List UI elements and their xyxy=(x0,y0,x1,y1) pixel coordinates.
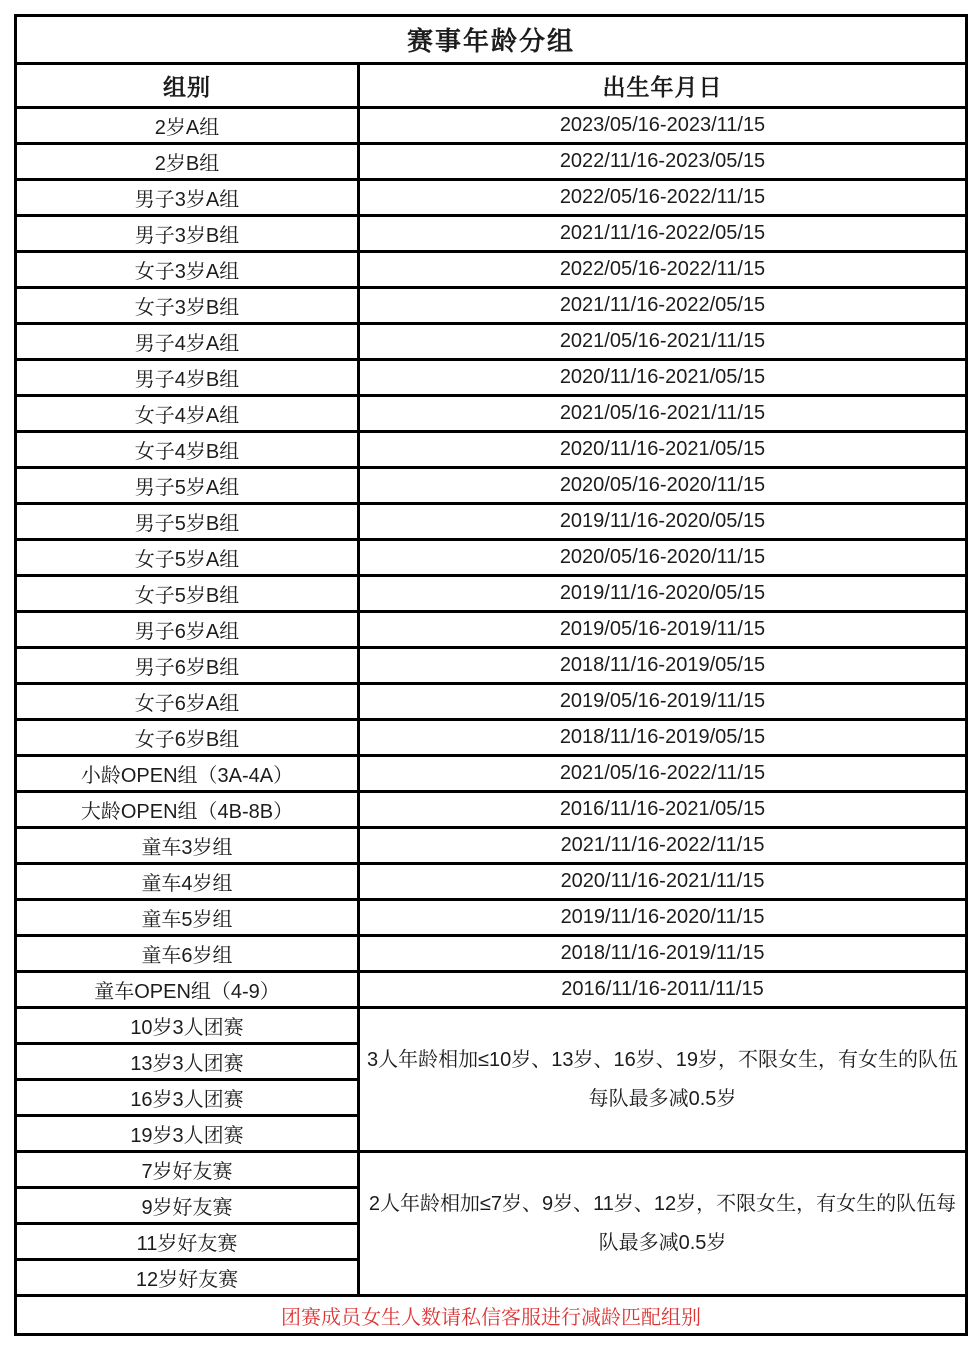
group-cell: 女子5岁A组 xyxy=(16,540,359,576)
group-cell: 12岁好友赛 xyxy=(16,1260,359,1296)
table-row xyxy=(16,720,967,756)
group-cell: 童车6岁组 xyxy=(16,936,359,972)
group-cell: 男子3岁B组 xyxy=(16,216,359,252)
table-row xyxy=(16,648,967,684)
group-cell: 女子4岁A组 xyxy=(16,396,359,432)
birthdate-cell: 2019/11/16-2020/05/15 xyxy=(359,576,967,612)
birthdate-cell: 2020/11/16-2021/05/15 xyxy=(359,432,967,468)
birthdate-cell: 2019/05/16-2019/11/15 xyxy=(359,612,967,648)
table-row xyxy=(16,360,967,396)
birthdate-cell: 2020/05/16-2020/11/15 xyxy=(359,540,967,576)
birthdate-cell: 2020/05/16-2020/11/15 xyxy=(359,468,967,504)
table-row xyxy=(16,1152,967,1188)
table-title: 赛事年龄分组 xyxy=(16,16,967,64)
birthdate-cell: 2016/11/16-2021/05/15 xyxy=(359,792,967,828)
column-header-row xyxy=(16,64,967,108)
group-cell: 男子4岁B组 xyxy=(16,360,359,396)
birthdate-cell: 2022/05/16-2022/11/15 xyxy=(359,252,967,288)
birthdate-cell: 2021/11/16-2022/05/15 xyxy=(359,288,967,324)
footer-row xyxy=(16,1296,967,1335)
birthdate-cell: 2021/05/16-2022/11/15 xyxy=(359,756,967,792)
group-cell: 童车5岁组 xyxy=(16,900,359,936)
group-cell: 13岁3人团赛 xyxy=(16,1044,359,1080)
birthdate-cell: 2021/11/16-2022/05/15 xyxy=(359,216,967,252)
group-cell: 女子3岁B组 xyxy=(16,288,359,324)
birthdate-cell: 2021/05/16-2021/11/15 xyxy=(359,396,967,432)
birthdate-cell: 2020/11/16-2021/05/15 xyxy=(359,360,967,396)
birthdate-cell: 2020/11/16-2021/11/15 xyxy=(359,864,967,900)
table-row xyxy=(16,252,967,288)
group-cell: 7岁好友赛 xyxy=(16,1152,359,1188)
table-foot xyxy=(16,1296,967,1335)
group-cell: 大龄OPEN组（4B-8B） xyxy=(16,792,359,828)
table-row xyxy=(16,792,967,828)
table-body xyxy=(16,108,967,1296)
group-cell: 女子4岁B组 xyxy=(16,432,359,468)
table-row xyxy=(16,432,967,468)
birthdate-cell: 2018/11/16-2019/05/15 xyxy=(359,720,967,756)
table-row xyxy=(16,756,967,792)
group-cell: 19岁3人团赛 xyxy=(16,1116,359,1152)
group-cell: 男子6岁A组 xyxy=(16,612,359,648)
birthdate-cell: 2021/11/16-2022/11/15 xyxy=(359,828,967,864)
group-cell: 童车3岁组 xyxy=(16,828,359,864)
table-row xyxy=(16,936,967,972)
table-row xyxy=(16,900,967,936)
group-cell: 11岁好友赛 xyxy=(16,1224,359,1260)
group-cell: 2岁B组 xyxy=(16,144,359,180)
table-row xyxy=(16,180,967,216)
table-row xyxy=(16,684,967,720)
birthdate-cell: 2019/05/16-2019/11/15 xyxy=(359,684,967,720)
table-row xyxy=(16,396,967,432)
table-row xyxy=(16,828,967,864)
group-cell: 女子6岁B组 xyxy=(16,720,359,756)
group-cell: 男子6岁B组 xyxy=(16,648,359,684)
table-row xyxy=(16,972,967,1008)
table-row xyxy=(16,324,967,360)
table-row xyxy=(16,612,967,648)
group-cell: 女子5岁B组 xyxy=(16,576,359,612)
birthdate-cell: 2019/11/16-2020/05/15 xyxy=(359,504,967,540)
team-note-cell: 3人年龄相加≤10岁、13岁、16岁、19岁，不限女生，有女生的队伍每队最多减0.5岁 xyxy=(359,1008,967,1152)
title-row xyxy=(16,16,967,64)
table-row xyxy=(16,144,967,180)
team-note-cell: 2人年龄相加≤7岁、9岁、11岁、12岁，不限女生，有女生的队伍每队最多减0.5岁 xyxy=(359,1152,967,1296)
table-row xyxy=(16,504,967,540)
group-cell: 16岁3人团赛 xyxy=(16,1080,359,1116)
column-header-birthdate: 出生年月日 xyxy=(359,64,967,108)
table-row xyxy=(16,864,967,900)
group-cell: 女子6岁A组 xyxy=(16,684,359,720)
birthdate-cell: 2021/05/16-2021/11/15 xyxy=(359,324,967,360)
birthdate-cell: 2018/11/16-2019/11/15 xyxy=(359,936,967,972)
table-row xyxy=(16,288,967,324)
birthdate-cell: 2022/05/16-2022/11/15 xyxy=(359,180,967,216)
table-row xyxy=(16,468,967,504)
age-group-table xyxy=(14,14,968,1336)
table-head xyxy=(16,16,967,108)
group-cell: 2岁A组 xyxy=(16,108,359,144)
group-cell: 童车OPEN组（4-9） xyxy=(16,972,359,1008)
birthdate-cell: 2022/11/16-2023/05/15 xyxy=(359,144,967,180)
group-cell: 小龄OPEN组（3A-4A） xyxy=(16,756,359,792)
table-row xyxy=(16,1008,967,1044)
group-cell: 女子3岁A组 xyxy=(16,252,359,288)
group-cell: 9岁好友赛 xyxy=(16,1188,359,1224)
birthdate-cell: 2016/11/16-2011/11/15 xyxy=(359,972,967,1008)
group-cell: 男子5岁A组 xyxy=(16,468,359,504)
column-header-group: 组别 xyxy=(16,64,359,108)
group-cell: 童车4岁组 xyxy=(16,864,359,900)
table-row xyxy=(16,108,967,144)
group-cell: 男子3岁A组 xyxy=(16,180,359,216)
birthdate-cell: 2023/05/16-2023/11/15 xyxy=(359,108,967,144)
birthdate-cell: 2018/11/16-2019/05/15 xyxy=(359,648,967,684)
birthdate-cell: 2019/11/16-2020/11/15 xyxy=(359,900,967,936)
group-cell: 男子4岁A组 xyxy=(16,324,359,360)
group-cell: 男子5岁B组 xyxy=(16,504,359,540)
table-row xyxy=(16,576,967,612)
footer-note: 团赛成员女生人数请私信客服进行减龄匹配组别 xyxy=(16,1296,967,1335)
table-row xyxy=(16,216,967,252)
table-row xyxy=(16,540,967,576)
group-cell: 10岁3人团赛 xyxy=(16,1008,359,1044)
